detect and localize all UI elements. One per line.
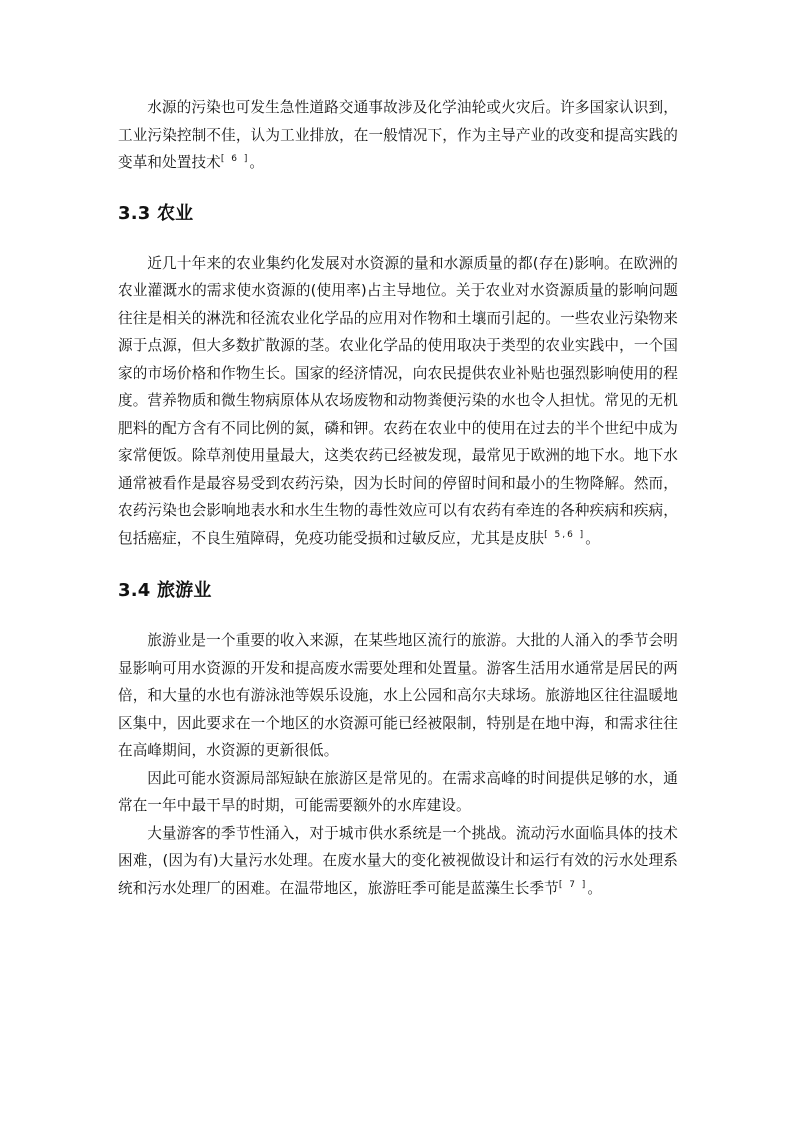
citation-6: [ 6 ] — [220, 154, 250, 165]
tourism-paragraph-1: 旅游业是一个重要的收入来源，在某些地区流行的旅游。大批的人涌入的季节会明显影响可用水资源的开发和提高废水需要处理和处置量。游客生活用水通常是居民的两倍，和大量的水也有游泳池等娱乐设施，水上公园和高尔夫球场。旅游地区往往温暖地区集中，因此要求在一个地区的水资源可能已经被限制，特别是在地中海，和需求往往在高峰期间，水资源的更新很低。 — [118, 632, 678, 759]
citation-7: [ 7 ] — [558, 879, 588, 890]
citation-5-6: [ 5,6 ] — [544, 529, 586, 540]
tourism-paragraph-2: 因此可能水资源局部短缺在旅游区是常见的。在需求高峰的时间提供足够的水，通常在一年中最干旱的时期，可能需要额外的水库建设。 — [118, 769, 678, 814]
intro-text: 水源的污染也可发生急性道路交通事故涉及化学油轮或火灾后。许多国家认识到，工业污染控制不佳，认为工业排放，在一般情况下，作为主导产业的改变和提高实践的变革和处置技术 — [118, 99, 678, 171]
agriculture-paragraph — [118, 250, 678, 553]
tourism-paragraph-3 — [118, 820, 678, 903]
tourism-section — [118, 627, 678, 902]
tourism-paragraph-3-end: 。 — [587, 879, 603, 897]
intro-paragraph — [118, 94, 678, 177]
section-heading-agriculture: 3.3 农业 — [118, 202, 194, 224]
agriculture-end: 。 — [585, 529, 600, 547]
document-page — [118, 94, 678, 902]
tourism-paragraph-3-text: 大量游客的季节性涌入，对于城市供水系统是一个挑战。流动污水面临具体的技术困难，(因为有)大量污水处理。在废水量大的变化被视做设计和运行有效的污水处理系统和污水处理厂的困难。在温带地区，旅游旺季可能是蓝藻生长季节 — [118, 824, 678, 897]
intro-end: 。 — [249, 154, 265, 171]
agriculture-text: 近几十年来的农业集约化发展对水资源的量和水源质量的都(存在)影响。在欧洲的农业灌溉水的需求使水资源的(使用率)占主导地位。关于农业对水资源质量的影响问题往往是相关的淋洗和径流农业化学品的应用对作物和土壤而引起的。一些农业污染物来源于点源，但大多数扩散源的茎。农业化学品的使用取决于类型的农业实践中，一个国家的市场价格和作物生长。国家的经济情况，向农民提供农业补贴也强烈影响使用的程度。营养物质和微生物病原体从农场废物和动物粪便污染的水也令人担忧。常见的无机肥料的配方含有不同比例的氮，磷和钾。农药在农业中的使用在过去的半个世纪中成为家常便饭。除草剂使用量最大，这类农药已经被发现，最常见于欧洲的地下水。地下水通常被看作是最容易受到农药污染，因为长时间的停留时间和最小的生物降解。然而，农药污染也会影响地表水和水生生物的毒性效应可以有农药有牵连的各种疾病和疾病，包括癌症，不良生殖障碍，免疫功能受损和过敏反应，尤其是皮肤 — [118, 254, 678, 547]
section-heading-tourism: 3.4 旅游业 — [118, 580, 212, 601]
